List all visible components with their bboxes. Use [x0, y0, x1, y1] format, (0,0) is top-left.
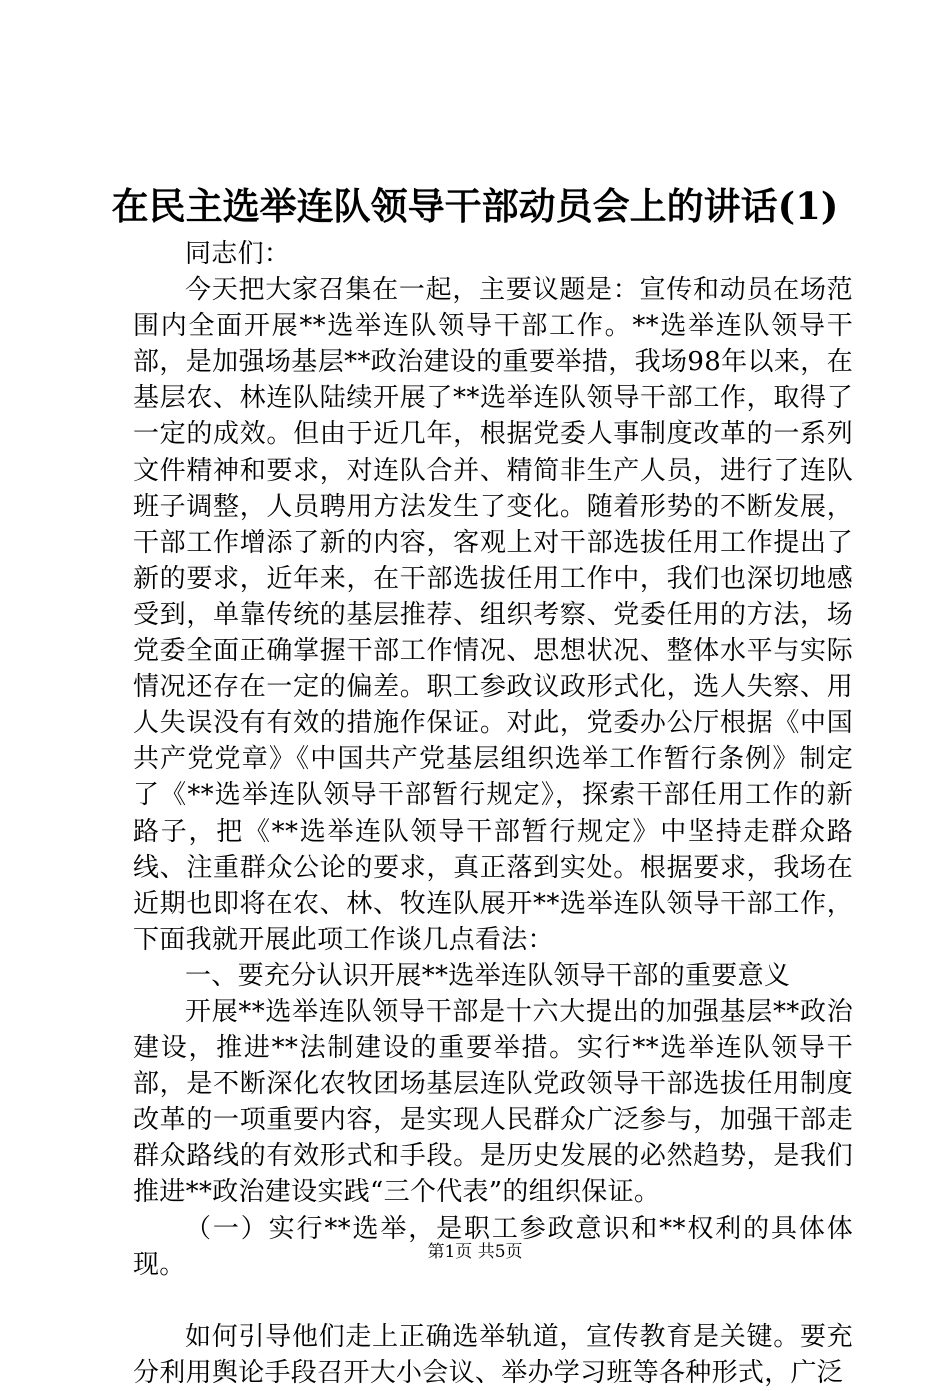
salutation-paragraph: 同志们： — [185, 239, 291, 269]
subsection-heading: （一）实行**选举，是职工参政意识和**权利的具体体现。 — [133, 1213, 853, 1280]
document-body — [133, 236, 853, 1391]
body-paragraph: 今天把大家召集在一起，主要议题是：宣传和动员在场范围内全面开展**选举连队领导干部工作。**选举连队领导干部，是加强场基层**政治建设的重要举措，我场98年以来，在基层农、林连队陆续开展了**选举连队领导干部工作，取得了一定的成效。但由于近几年，根据党委人事制度改革的一系列文件精神和要求，对连队合并、精简非生产人员，进行了连队班子调整，人员聘用方法发生了变化。随着形势的不断发展，干部工作增添了新的内容，客观上对干部选拔任用工作提出了新的要求，近年来，在干部选拔任用工作中，我们也深切地感受到，单靠传统的基层推荐、组织考察、党委任用的方法，场党委全面正确掌握干部工作情况、思想状况、整体水平与实际情况还存在一定的偏差。职工参政议政形式化，选人失察、用人失误没有有效的措施作保证。对此，党委办公厅根据《中国共产党党章》《中国共产党基层组织选举工作暂行条例》制定了《**选举连队领导干部暂行规定》，探索干部任用工作的新路子，把《**选举连队领导干部暂行规定》中坚持走群众路线、注重群众公论的要求，真正落到实处。根据要求，我场在近期也即将在农、林、牧连队展开**选举连队领导干部工作，下面我就开展此项工作谈几点看法： — [133, 275, 853, 955]
body-paragraph: 如何引导他们走上正确选举轨道，宣传教育是关键。要充分利用舆论手段召开大小会议、举办学习班等各种形式，广泛 — [133, 1321, 853, 1388]
document-title: 在民主选举连队领导干部动员会上的讲话(1) — [111, 184, 839, 228]
section-heading: 一、要充分认识开展**选举连队领导干部的重要意义 — [185, 960, 791, 991]
body-paragraph: 开展**选举连队领导干部是十六大提出的加强基层**政治建设，推进**法制建设的重要举措。实行**选举连队领导干部，是不断深化农牧团场基层连队党政领导干部选拔任用制度改革的一项重要内容，是实现人民群众广泛参与，加强干部走群众路线的有效形式和手段。是历史发展的必然趋势，是我们推进**政治建设实践“三个代表”的组织保证。 — [133, 996, 853, 1208]
page-number-footer: 第1页 共5页 — [427, 1242, 523, 1262]
